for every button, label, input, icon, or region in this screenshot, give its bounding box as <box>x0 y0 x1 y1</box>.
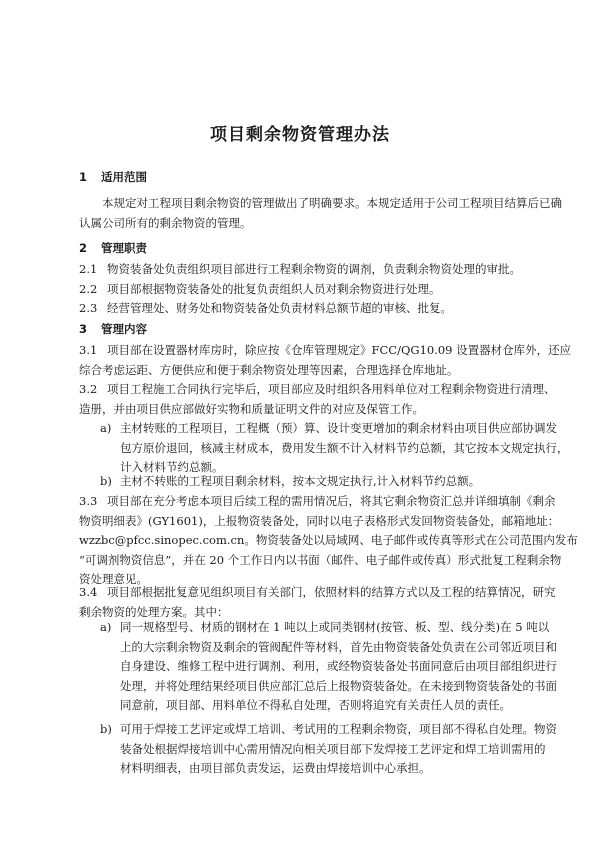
paragraph-line: 综合考虑运距、方便供应和便于剩余物资处理等因素，合理选择仓库地址。 <box>79 362 459 377</box>
item-number: 2.3 <box>79 301 98 315</box>
sub-item-label: a) <box>100 620 112 634</box>
paragraph-line: 认属公司所有的剩余物资的管理。 <box>79 215 252 230</box>
paragraph-line: 包方原价退回，核减主材成本，费用发生额不计入材料节约总额，其它按本文规定执行， <box>120 440 569 455</box>
paragraph-line: 同意前，项目部、用料单位不得私自处理，否则将追究有关责任人员的责任。 <box>120 698 511 712</box>
paragraph-line: 装备处根据焊接培训中心需用情况向相关项目部下发焊接工艺评定和焊工培训需用的 <box>120 741 546 756</box>
paragraph-line: 主材转账的工程项目，工程概（预）算、设计变更增加的剩余材料由项目供应部协调发 <box>120 421 557 435</box>
item-3-3 <box>79 492 578 590</box>
sub-item-label: a) <box>100 421 112 435</box>
paragraph-line: 剩余物资的处理方案。其中： <box>79 604 229 619</box>
item-number: 2.1 <box>79 262 98 276</box>
section-title: 管理内容 <box>101 322 148 336</box>
item-number: 2.2 <box>79 281 98 296</box>
list-item <box>79 280 526 300</box>
section-number: 1 <box>79 170 88 184</box>
paragraph-line: 可用于焊接工艺评定或焊工培训、考试用的工程剩余物资，项目部不得私自处理。物资 <box>120 722 557 736</box>
item-3-4 <box>79 583 556 622</box>
item-text: 项目部根据物资装备处的批复负责组织人员对剩余物资进行处理。 <box>107 281 441 296</box>
paragraph-line <box>79 583 556 603</box>
sub-item-label: b) <box>100 722 112 736</box>
item-text: 经营管理处、财务处和物资装备处负责材料总额节超的审核、批复。 <box>107 301 452 315</box>
item-number: 3.3 <box>79 494 98 508</box>
paragraph-line: 主材不转账的工程项目剩余材料，按本文规定执行,计入材料节约总额。 <box>120 474 481 488</box>
paragraph-line: 造册，并由项目供应部做好实物和质量证明文件的对应及保管工作。 <box>79 401 424 416</box>
item-number: 3.1 <box>79 343 98 357</box>
paragraph-line: 处理，并将处理结果经项目供应部汇总后上报物资装备处。在未接到物资装备处的书面 <box>120 678 557 693</box>
item-3-1 <box>79 341 572 380</box>
paragraph-line <box>79 492 556 512</box>
item-text: 项目部在设置器材库房时，除应按《仓库管理规定》FCC/QG10.09 设置器材仓库外，还应 <box>107 343 572 357</box>
sub-item-body <box>120 472 526 492</box>
paragraph-line: 资处理意见。 <box>79 572 148 586</box>
section-title: 管理职责 <box>101 241 148 255</box>
section-number: 2 <box>79 241 88 255</box>
section-number: 3 <box>79 322 88 336</box>
item-text: 项目工程施工合同执行完毕后，项目部应及时组织各用料单位对工程剩余物资进行清理、 <box>107 382 556 396</box>
item-number: 3.2 <box>79 382 98 396</box>
sub-item-body <box>120 720 557 779</box>
list-item <box>79 299 526 319</box>
paragraph-line <box>79 341 572 361</box>
paragraph-line: 物资明细表》(GY1601)，上报物资装备处，同时以电子表格形式发回物资装备处，邮箱地址： <box>79 513 560 528</box>
item-number: 3.4 <box>79 585 98 599</box>
section-1-heading <box>79 169 147 185</box>
section-2-heading <box>79 240 147 256</box>
item-text: 项目部在充分考虑本项目后续工程的需用情况后，将其它剩余物资汇总并详细填制《剩余 <box>107 494 556 508</box>
sub-item-body <box>120 618 557 716</box>
item-text: 项目部根据批复意见组织项目有关部门，依照材料的结算方式以及工程的结算情况，研究 <box>107 585 556 599</box>
section-1-paragraph <box>79 194 562 233</box>
paragraph-line: 自身建设、维修工程中进行调剂、利用，或经物资装备处书面同意后由项目部组织进行 <box>120 659 557 673</box>
sub-item-body <box>120 419 569 478</box>
paragraph-line <box>79 380 556 400</box>
section-title: 适用范围 <box>101 170 148 184</box>
sub-item-label: b) <box>100 474 112 488</box>
section-2-items <box>79 260 526 319</box>
item-text: 物资装备处负责组织项目部进行工程剩余物资的调剂，负责剩余物资处理的审批。 <box>107 262 521 276</box>
paragraph-line: wzzbc@pfcc.sinopec.com.cn。物资装备处以局域网、电子邮件或传真等形式在公司范围内发布 <box>79 533 578 547</box>
paragraph-line: 材料明细表，由项目部负责发运，运费由焊接培训中心承担。 <box>120 761 431 775</box>
paragraph-line: “可调剂物资信息”，并在 20 个工作日内以书面（邮件、电子邮件或传真）形式批复工程剩余物 <box>79 552 562 567</box>
paragraph-line: 上的大宗剩余物资及剩余的管阀配件等材料，首先由物资装备处负责在公司邻近项目和 <box>120 639 557 654</box>
paragraph-line: 本规定对工程项目剩余物资的管理做出了明确要求。本规定适用于公司工程项目结算后已确 <box>102 196 562 210</box>
list-item <box>79 260 526 280</box>
item-3-2 <box>79 380 556 419</box>
paragraph-line: 同一规格型号、材质的钢材在 1 吨以上或同类钢材(按管、板、型、线分类)在 5 吨以 <box>120 620 550 634</box>
paragraph-line: 计入材料节约总额。 <box>120 460 224 474</box>
page-title: 项目剩余物资管理办法 <box>210 125 390 145</box>
section-3-heading <box>79 321 147 337</box>
